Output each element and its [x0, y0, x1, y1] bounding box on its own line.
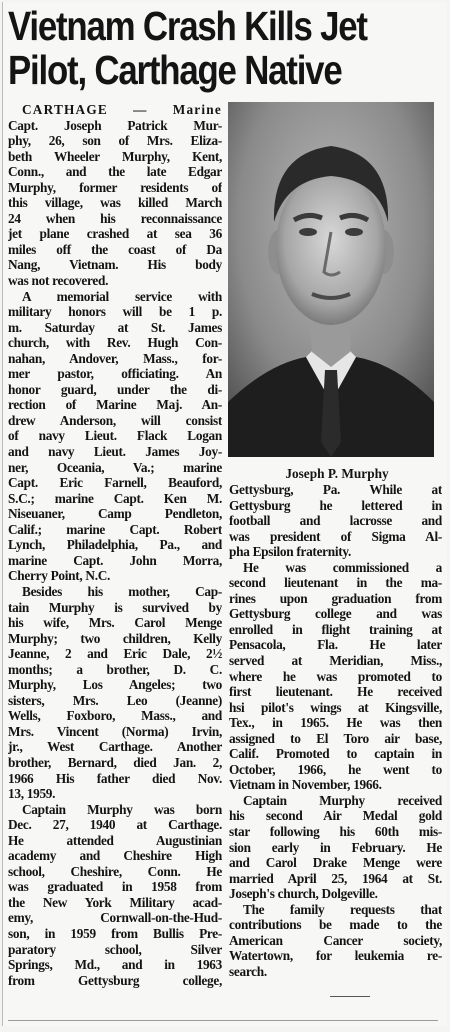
- article-line: Tex., in 1965. He was then: [229, 715, 442, 731]
- article-line: marine Capt. John Morra,: [8, 552, 222, 568]
- article-line: church, with Rev. Hugh Con-: [8, 335, 222, 351]
- article-line: Murphy; two children, Kelly: [8, 630, 222, 646]
- article-line: was president of Sigma Al-: [229, 528, 442, 544]
- article-line: of navy Lieut. Flack Logan: [8, 428, 222, 444]
- article-line: ner, Oceania, Va.; marine: [8, 459, 222, 475]
- article-line: academy and Cheshire High: [8, 848, 222, 864]
- article-line: rines upon graduation from: [229, 590, 442, 606]
- article-line: tain Murphy is survived by: [8, 599, 222, 615]
- article-line: search.: [229, 963, 267, 979]
- article-line: Calif. Promoted to captain in: [229, 746, 442, 762]
- article-line: pha Epsilon fraternity.: [229, 544, 352, 560]
- article-line: this village, was killed March: [8, 195, 222, 211]
- article-line: Joseph's church, Dolgeville.: [229, 886, 378, 902]
- article-line: drew Anderson, will consist: [8, 412, 222, 428]
- article-line: served at Meridian, Miss.,: [229, 653, 442, 669]
- article-line: Gettysburg, Pa. While at: [229, 482, 442, 497]
- article-line: Mrs. Vincent (Norma) Irvin,: [8, 723, 222, 739]
- article-line: Lynch, Philadelphia, Pa., and: [8, 537, 222, 553]
- article-line: the New York Military acad-: [8, 894, 222, 910]
- article-line: honor guard, under the di-: [8, 381, 222, 397]
- headline-line-2: Pilot, Carthage Native: [8, 47, 342, 93]
- article-line: jr., West Carthage. Another: [8, 739, 222, 755]
- article-line: hsi pilot's wings at Kingsville,: [229, 699, 442, 715]
- article-line: beth Wheeler Murphy, Kent,: [8, 148, 222, 164]
- article-line: Jeanne, 2 and Eric Dale, 2½: [8, 646, 222, 662]
- article-line: October, 1966, he went to: [229, 761, 442, 777]
- article-line: S.C.; marine Capt. Ken M.: [8, 490, 222, 506]
- article-left-column: [8, 102, 222, 988]
- article-line: and navy Lieut. James Joy-: [8, 444, 222, 460]
- article-line: Niseuaner, Camp Pendleton,: [8, 506, 222, 522]
- portrait-photo: [228, 102, 434, 457]
- article-line: Capt. Eric Farnell, Beauford,: [8, 475, 222, 491]
- article-line: He was commissioned a: [243, 559, 442, 575]
- article-line: brother, Bernard, died Jan. 2,: [8, 754, 222, 770]
- article-line: Capt. Joseph Patrick Mur-: [8, 117, 222, 133]
- portrait-image: [228, 102, 434, 457]
- headline: [8, 4, 378, 92]
- article-line: nahan, Andover, Mass., for-: [8, 350, 222, 366]
- article-line: married April 25, 1964 at St.: [229, 870, 442, 886]
- article-line: Nang, Vietnam. His body: [8, 257, 222, 273]
- article-line: his second Air Medal gold: [229, 808, 442, 824]
- article-line: 13, 1959.: [8, 786, 56, 802]
- article-line: phy, 26, son of Mrs. Eliza-: [8, 133, 222, 149]
- article-line: was not recovered.: [8, 273, 109, 289]
- article-line: Wells, Foxboro, Mass., and: [8, 708, 222, 724]
- article-line: Captain Murphy was born: [22, 801, 222, 817]
- headline-line-1: Vietnam Crash Kills Jet: [8, 3, 367, 49]
- article-line: son, in 1959 from Bullis Pre-: [8, 925, 222, 941]
- article-line: m. Saturday at St. James: [8, 319, 222, 335]
- article-line: second lieutenant in the ma-: [229, 575, 442, 591]
- article-line: his wife, Mrs. Carol Menge: [8, 615, 222, 631]
- article-line: Murphy, Los Angeles; two: [8, 677, 222, 693]
- article-line: Conn., and the late Edgar: [8, 164, 222, 180]
- article-line: paratory school, Silver: [8, 941, 222, 957]
- article-line: Cherry Point, N.C.: [8, 568, 111, 584]
- article-line: rection of Marine Maj. An-: [8, 397, 222, 413]
- article-line: Vietnam in November, 1966.: [229, 777, 382, 793]
- article-line: contributions be made to the: [229, 917, 442, 933]
- article-line: Watertown, for leukemia re-: [229, 948, 442, 964]
- article-line: months; a brother, D. C.: [8, 661, 222, 677]
- article-line: mer pastor, officiating. An: [8, 366, 222, 382]
- article-line: 24 when his reconnaissance: [8, 210, 222, 226]
- article-line: first lieutenant. He received: [229, 684, 442, 700]
- article-line: from Gettysburg college,: [8, 972, 222, 988]
- article-line: CARTHAGE — Marine: [22, 102, 222, 117]
- article-line: A memorial service with: [22, 288, 222, 304]
- article-line: American Cancer society,: [229, 932, 442, 948]
- article-line: Gettysburg college and was: [229, 606, 442, 622]
- column-end-rule: [330, 996, 370, 997]
- article-line: Pensacola, Fla. He later: [229, 637, 442, 653]
- article-line: Calif.; marine Capt. Robert: [8, 521, 222, 537]
- article-line: school, Cheshire, Conn. He: [8, 863, 222, 879]
- article-line: military honors will be 1 p.: [8, 304, 222, 320]
- article-line: sisters, Mrs. Leo (Jeanne): [8, 692, 222, 708]
- article-line: Captain Murphy received: [243, 792, 442, 808]
- article-line: Besides his mother, Cap-: [22, 583, 222, 599]
- article-right-column: [229, 482, 442, 980]
- article-line: and Carol Drake Menge were: [229, 855, 442, 871]
- article-line: assigned to El Toro air base,: [229, 730, 442, 746]
- photo-caption: Joseph P. Murphy: [285, 466, 389, 481]
- article-line: miles off the coast of Da: [8, 241, 222, 257]
- article-line: jet plane crashed at sea 36: [8, 226, 222, 242]
- article-line: He attended Augustinian: [8, 832, 222, 848]
- article-line: was graduated in 1958 from: [8, 879, 222, 895]
- article-line: Gettysburg he lettered in: [229, 497, 442, 513]
- page-bottom-rule: [8, 1020, 438, 1021]
- article-line: Springs, Md., and in 1963: [8, 957, 222, 973]
- article-line: star following his 60th mis-: [229, 824, 442, 840]
- article-line: 1966 His father died Nov.: [8, 770, 222, 786]
- article-line: The family requests that: [243, 901, 442, 917]
- article-line: enrolled in flight training at: [229, 621, 442, 637]
- article-line: football and lacrosse and: [229, 513, 442, 529]
- article-line: emy, Cornwall-on-the-Hud-: [8, 910, 222, 926]
- article-line: Dec. 27, 1940 at Carthage.: [8, 817, 222, 833]
- article-line: sion early in February. He: [229, 839, 442, 855]
- article-line: Murphy, former residents of: [8, 179, 222, 195]
- article-line: where he was promoted to: [229, 668, 442, 684]
